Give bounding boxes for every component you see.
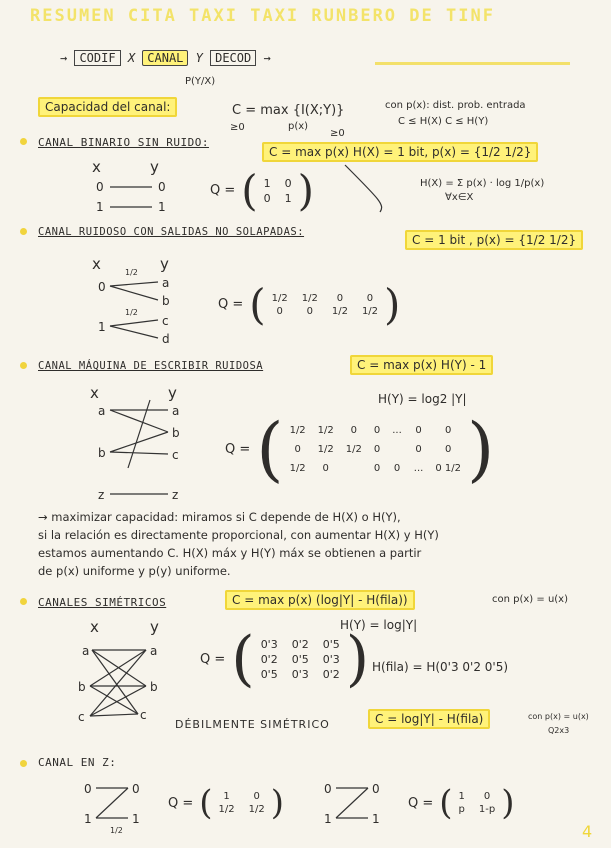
binario-formula: C = max p(x) H(X) = 1 bit, p(x) = {1/2 1/2} bbox=[262, 145, 538, 159]
sim-x-head: x bbox=[90, 618, 99, 636]
z1-node-1: 1 bbox=[84, 812, 92, 826]
maq-out-b: b bbox=[172, 426, 180, 440]
z1-node-1b: 1 bbox=[132, 812, 140, 826]
z2-node-1b: 1 bbox=[372, 812, 380, 826]
rns-out-b: b bbox=[162, 294, 170, 308]
rns-prob: 1/2 bbox=[125, 268, 138, 277]
pyx-label: P(Y/X) bbox=[185, 76, 216, 87]
canalz-matrix-1: Q = ( 1 0 1/2 1/2 ) bbox=[168, 783, 284, 823]
paragraph-line: estamos aumentando C. H(X) máx y H(Y) máx se obtienen a partir bbox=[38, 546, 422, 560]
simetricos-heading: CANALES SIMÉTRICOS bbox=[38, 596, 167, 609]
page-number: 4 bbox=[582, 822, 593, 841]
bin-in-0: 0 bbox=[96, 180, 104, 194]
hx-sub: ∀x∈X bbox=[445, 192, 474, 203]
debil-label: DÉBILMENTE SIMÉTRICO bbox=[175, 718, 330, 731]
sim-in-a: a bbox=[82, 644, 90, 658]
canalz-heading: CANAL EN Z: bbox=[38, 756, 117, 769]
capacidad-cond: con p(x): dist. prob. entrada bbox=[385, 100, 526, 111]
hfila-formula: H(fila) = H(0'3 0'2 0'5) bbox=[372, 660, 509, 674]
rns-in-0: 0 bbox=[98, 280, 106, 294]
bin-y-head: y bbox=[150, 158, 159, 176]
bin-in-1: 1 bbox=[96, 200, 104, 214]
paragraph-line: → maximizar capacidad: miramos si C depende de H(X) o H(Y), bbox=[38, 510, 401, 524]
z2-node-0: 0 bbox=[324, 782, 332, 796]
sim-out-a: a bbox=[150, 644, 158, 658]
simetricos-formula: C = max p(x) (log|Y| - H(fila)) bbox=[225, 593, 415, 607]
debil-formula: C = log|Y| - H(fila) bbox=[368, 712, 490, 726]
maquina-matrix: Q = ( 1/2 1/2 0 0 ... 0 0 0 1/2 1/2 0 0 0 1/2 0 0 0 ... 0 1/2 ) bbox=[225, 408, 495, 490]
maq-out-c: c bbox=[172, 448, 179, 462]
maq-out-z: z bbox=[172, 488, 179, 502]
codif-box: CODIF bbox=[74, 50, 120, 66]
maquina-formula: C = max p(x) H(Y) - 1 bbox=[350, 358, 493, 372]
y-label: Y bbox=[195, 51, 203, 65]
ge0-a: ≥0 bbox=[230, 122, 245, 133]
binario-matrix: Q = ( 1 0 0 1 ) bbox=[210, 166, 315, 215]
maq-in-a: a bbox=[98, 404, 106, 418]
maq-y-head: y bbox=[168, 384, 177, 402]
sim-y-head: y bbox=[150, 618, 159, 636]
maquina-heading: CANAL MÁQUINA DE ESCRIBIR RUIDOSA bbox=[38, 360, 264, 372]
ruidoso-formula: C = 1 bit , p(x) = {1/2 1/2} bbox=[405, 233, 583, 247]
debil-cond: con p(x) = u(x) bbox=[528, 712, 589, 721]
sim-out-b: b bbox=[150, 680, 158, 694]
capacidad-formula: C = max {I(X;Y)} bbox=[232, 103, 345, 118]
maq-out-a: a bbox=[172, 404, 180, 418]
rns-out-a: a bbox=[162, 276, 170, 290]
canal-box: CANAL bbox=[142, 50, 188, 66]
rns-out-c: c bbox=[162, 314, 169, 328]
x-label: X bbox=[127, 51, 136, 65]
binario-heading: CANAL BINARIO SIN RUIDO: bbox=[38, 136, 209, 149]
ruidoso-heading: CANAL RUIDOSO CON SALIDAS NO SOLAPADAS: bbox=[38, 226, 305, 238]
bin-x-head: x bbox=[92, 158, 101, 176]
bin-out-1: 1 bbox=[158, 200, 166, 214]
paragraph-line: si la relación es directamente proporcional, con aumentar H(X) y H(Y) bbox=[38, 528, 439, 542]
z1-half: 1/2 bbox=[110, 826, 123, 835]
rns-in-1: 1 bbox=[98, 320, 106, 334]
channel-diagram: → CODIF X CANAL Y DECOD → bbox=[60, 51, 271, 65]
q23-label: Q2x3 bbox=[548, 726, 570, 735]
ge0-b: ≥0 bbox=[330, 128, 345, 139]
rns-out-d: d bbox=[162, 332, 170, 346]
rns-prob: 1/2 bbox=[125, 308, 138, 317]
z2-node-1: 1 bbox=[324, 812, 332, 826]
rns-y-head: y bbox=[160, 255, 169, 273]
simetricos-cond: con p(x) = u(x) bbox=[492, 594, 568, 605]
sim-in-c: c bbox=[78, 710, 85, 724]
canalz-matrix-2: Q = ( 1 0 p 1-p ) bbox=[408, 783, 515, 823]
ruidoso-matrix: Q = ( 1/2 1/2 0 0 0 0 1/2 1/2 ) bbox=[218, 280, 401, 329]
paragraph-line: de p(x) uniforme y p(y) uniforme. bbox=[38, 564, 231, 578]
z2-node-0b: 0 bbox=[372, 782, 380, 796]
page-title: RESUMEN CITA TAXI TAXI RUNBERO DE TINF bbox=[30, 6, 495, 26]
bin-out-0: 0 bbox=[158, 180, 166, 194]
decod-box: DECOD bbox=[210, 50, 256, 66]
simetricos-hy: H(Y) = log|Y| bbox=[340, 618, 418, 632]
capacidad-label: Capacidad del canal: bbox=[38, 100, 177, 114]
z1-node-0b: 0 bbox=[132, 782, 140, 796]
hx-formula: H(X) = Σ p(x) · log 1/p(x) bbox=[420, 178, 545, 189]
pofx-sub: p(x) bbox=[288, 121, 309, 132]
capacidad-ineq: C ≤ H(X) C ≤ H(Y) bbox=[398, 116, 489, 127]
maq-in-z: z bbox=[98, 488, 105, 502]
rns-x-head: x bbox=[92, 255, 101, 273]
maquina-hy: H(Y) = log2 |Y| bbox=[378, 392, 467, 406]
simetricos-matrix: Q = ( 0'3 0'2 0'5 0'2 0'5 0'3 0'5 0'3 0'2 ) bbox=[200, 624, 370, 694]
sim-out-c: c bbox=[140, 708, 147, 722]
maq-x-head: x bbox=[90, 384, 99, 402]
maq-in-b: b bbox=[98, 446, 106, 460]
z1-node-0: 0 bbox=[84, 782, 92, 796]
sim-in-b: b bbox=[78, 680, 86, 694]
